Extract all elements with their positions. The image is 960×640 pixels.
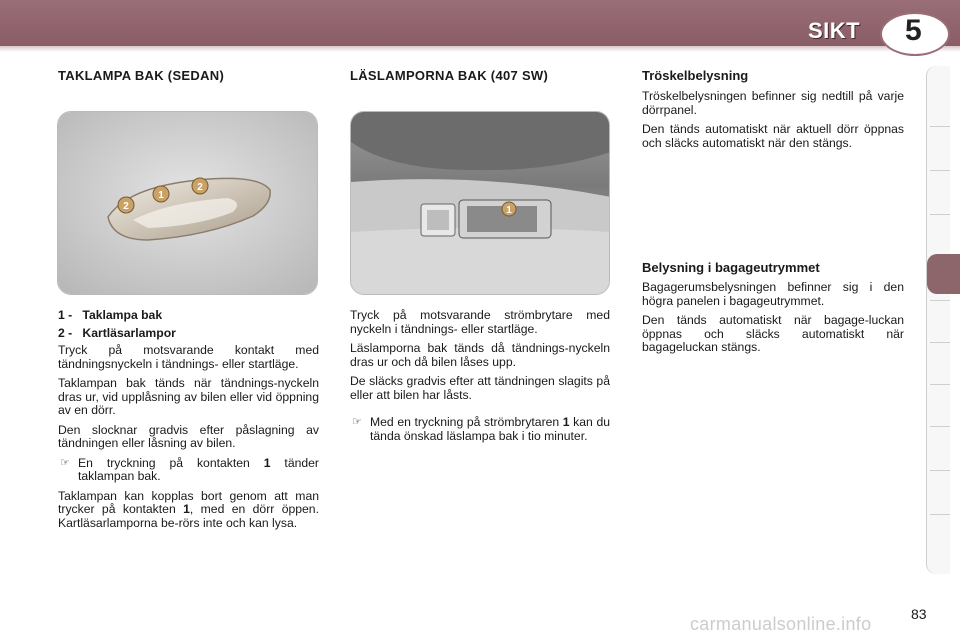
tab-divider <box>930 426 950 427</box>
heading-threshold-lighting: Tröskelbelysning <box>642 68 749 83</box>
paragraph: Den tänds automatiskt när aktuell dörr öppnas och släcks automatiskt när den stängs. <box>642 122 904 150</box>
chapter-number: 5 <box>905 14 922 47</box>
paragraph: Den tänds automatiskt när bagage-luckan öppnas och släcks automatiskt när bagageluckan stängs. <box>642 313 904 354</box>
watermark: carmanualsonline.info <box>690 614 872 634</box>
col3-text-block-1 <box>642 90 904 156</box>
col3-text-block-2 <box>642 281 904 361</box>
legend-item: 2 - Kartläsarlampor <box>58 325 176 340</box>
active-chapter-tab[interactable] <box>927 254 960 294</box>
col1-text-block <box>58 309 319 536</box>
callout-marker <box>153 186 169 202</box>
svg-text:1: 1 <box>506 205 512 216</box>
header-shadow <box>0 46 960 52</box>
tab-divider <box>930 300 950 301</box>
rear-reading-lamps-photo <box>350 111 610 295</box>
callout-marker <box>502 202 516 216</box>
pointing-hand-icon: ☞ <box>352 416 362 428</box>
legend-item: 1 - Taklampa bak <box>58 308 163 322</box>
tab-divider <box>930 214 950 215</box>
paragraph: Taklampan bak tänds när tändnings-nyckeln dras ur, vid upplåsning av bilen eller vid öppning av en dörr. <box>58 376 319 417</box>
note-paragraph: ☞ Med en tryckning på strömbrytaren 1 kan du tända önskad läslampa bak i tio minuter. <box>352 415 610 443</box>
page-number: 83 <box>911 606 927 622</box>
svg-text:1: 1 <box>158 190 164 201</box>
tab-divider <box>930 470 950 471</box>
tab-divider <box>930 126 950 127</box>
paragraph: Tryck på motsvarande strömbrytare med nyckeln i tändnings- eller startläge. <box>350 308 610 336</box>
paragraph: Taklampan kan kopplas bort genom att man trycker på kontakten 1, med en dörr öppen. Kartläsarlamporna be-rörs inte och kan lysa. <box>58 488 319 530</box>
col2-text-block <box>350 309 610 449</box>
rear-ceiling-lamp-photo <box>57 111 318 295</box>
paragraph: De släcks gradvis efter att tändningen slagits på eller att bilen har låsts. <box>350 374 610 402</box>
tab-divider <box>930 514 950 515</box>
heading-luggage-lighting: Belysning i bagageutrymmet <box>642 260 820 275</box>
chapter-title: SIKT <box>808 18 861 43</box>
pointing-hand-icon: ☞ <box>60 456 70 469</box>
tab-divider <box>930 170 950 171</box>
tab-divider <box>930 384 950 385</box>
chapter-tabs <box>926 66 950 574</box>
paragraph: Tröskelbelysningen befinner sig nedtill på varje dörrpanel. <box>642 89 904 117</box>
callout-marker <box>192 178 208 194</box>
paragraph: Bagagerumsbelysningen befinner sig i den högra panelen i bagageutrymmet. <box>642 280 904 308</box>
tab-divider <box>930 342 950 343</box>
section-heading-rear-ceiling-lamp: TAKLAMPA BAK (SEDAN) <box>58 68 225 83</box>
svg-text:2: 2 <box>197 182 203 193</box>
paragraph: Den slocknar gradvis efter påslagning av tändningen eller låsning av bilen. <box>58 422 319 450</box>
paragraph: Tryck på motsvarande kontakt med tändningsnyckeln i tändnings- eller startläge. <box>58 343 319 371</box>
svg-text:2: 2 <box>123 201 129 212</box>
note-paragraph: ☞ En tryckning på kontakten 1 tänder taklampan bak. <box>60 455 319 483</box>
callout-marker <box>118 197 134 213</box>
paragraph: Läslamporna bak tänds då tändnings-nyckeln dras ur och då bilen låses upp. <box>350 341 610 369</box>
section-heading-reading-lamps: LÄSLAMPORNA BAK (407 SW) <box>350 68 549 83</box>
